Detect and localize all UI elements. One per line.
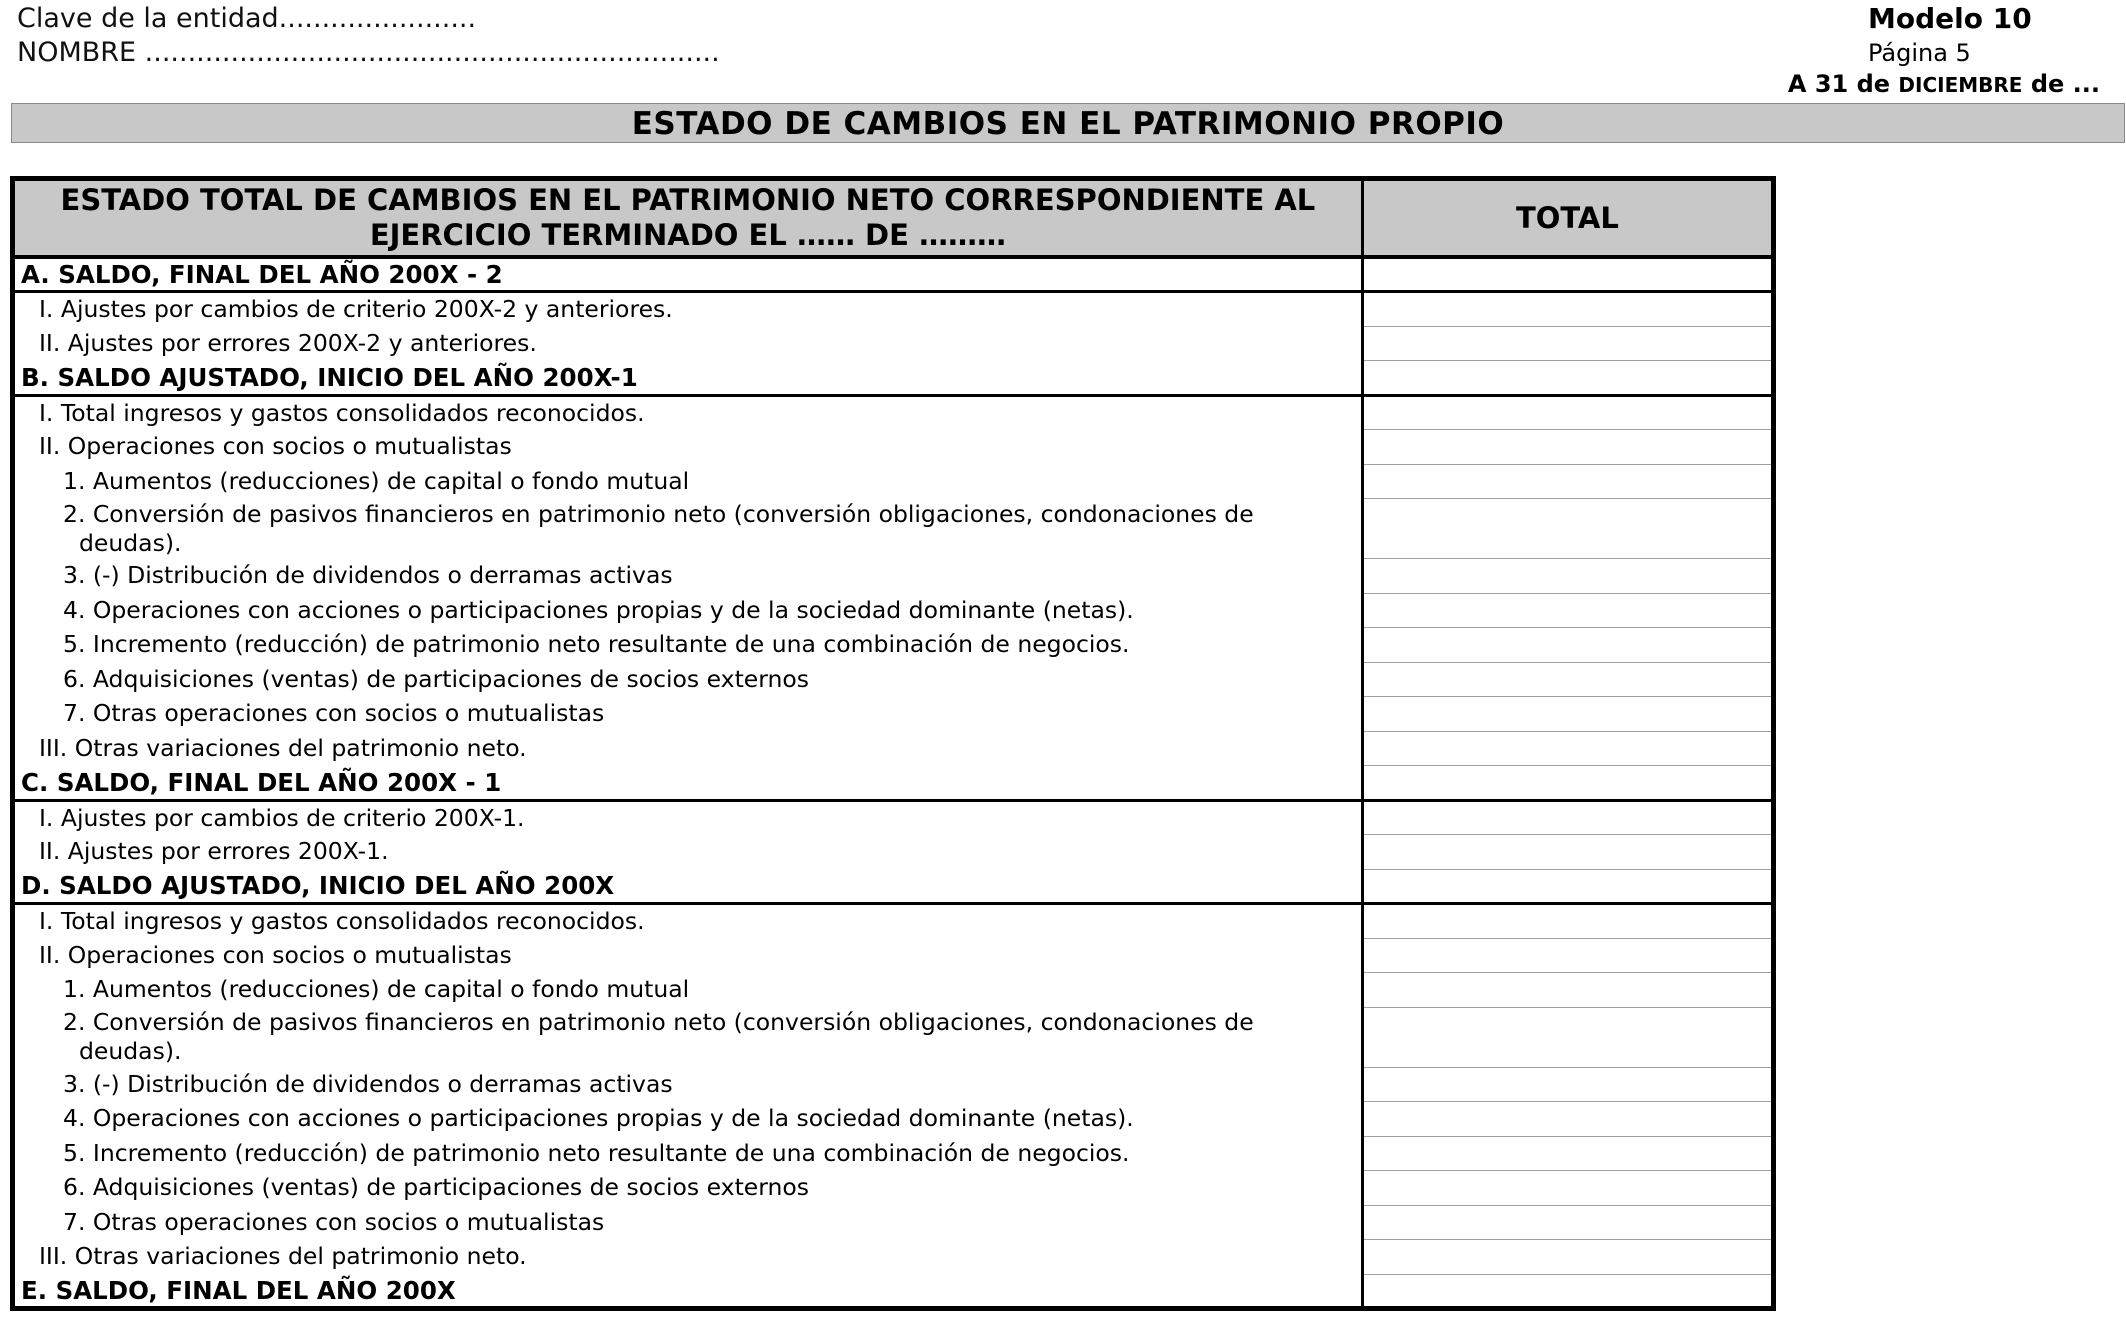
table-row [13, 662, 1774, 697]
date-line [1788, 70, 2100, 98]
table-row [13, 1102, 1774, 1137]
row-label: 6. Adquisiciones (ventas) de participaciones de socios externos [13, 662, 1363, 697]
concept-column-header: ESTADO TOTAL DE CAMBIOS EN EL PATRIMONIO NETO CORRESPONDIENTE AL EJERCICIO TERMINADO EL …… DE ……… [13, 179, 1363, 258]
name-label: NOMBRE ................................................................... [17, 37, 720, 68]
row-label: B. SALDO AJUSTADO, INICIO DEL AÑO 200X-1 [13, 361, 1363, 396]
row-label: 3. (-) Distribución de dividendos o derramas activas [13, 1067, 1363, 1102]
table-row [13, 430, 1774, 465]
total-cell[interactable] [1362, 1240, 1773, 1275]
table-row [13, 904, 1774, 939]
date-prefix: A 31 de [1787, 70, 1891, 98]
row-label: II. Ajustes por errores 200X-2 y anteriores. [13, 326, 1363, 361]
row-label: A. SALDO, FINAL DEL AÑO 200X - 2 [13, 257, 1363, 292]
row-label: 6. Adquisiciones (ventas) de participaciones de socios externos [13, 1171, 1363, 1206]
equity-changes-table [10, 176, 1776, 1311]
total-cell[interactable] [1362, 464, 1773, 499]
row-label: I. Ajustes por cambios de criterio 200X-2 y anteriores. [13, 292, 1363, 327]
table-row [13, 395, 1774, 430]
table-row [13, 1205, 1774, 1240]
total-cell[interactable] [1362, 1007, 1773, 1067]
row-label: III. Otras variaciones del patrimonio neto. [13, 1240, 1363, 1275]
table-row [13, 499, 1774, 559]
total-cell[interactable] [1362, 628, 1773, 663]
row-label [13, 1007, 1363, 1067]
row-label: II. Operaciones con socios o mutualistas [13, 430, 1363, 465]
table-row [13, 593, 1774, 628]
total-cell[interactable] [1362, 499, 1773, 559]
total-cell[interactable] [1362, 1136, 1773, 1171]
row-label: 7. Otras operaciones con socios o mutualistas [13, 1205, 1363, 1240]
table-row [13, 292, 1774, 327]
table-row [13, 1007, 1774, 1067]
total-cell[interactable] [1362, 800, 1773, 835]
row-label: 5. Incremento (reducción) de patrimonio neto resultante de una combinación de negocios. [13, 628, 1363, 663]
total-cell[interactable] [1362, 257, 1773, 292]
total-cell[interactable] [1362, 430, 1773, 465]
entity-key-label: Clave de la entidad....................... [17, 3, 477, 34]
total-cell[interactable] [1362, 731, 1773, 766]
table-row [13, 464, 1774, 499]
table-row [13, 361, 1774, 396]
page-label: Página 5 [1868, 39, 1971, 67]
table-row [13, 938, 1774, 973]
table-row [13, 628, 1774, 663]
table-row [13, 326, 1774, 361]
total-cell[interactable] [1362, 766, 1773, 801]
table-row [13, 697, 1774, 732]
row-label [13, 499, 1363, 559]
page-title: ESTADO DE CAMBIOS EN EL PATRIMONIO PROPIO [11, 103, 2125, 143]
total-cell[interactable] [1362, 938, 1773, 973]
total-cell[interactable] [1362, 973, 1773, 1008]
table-row [13, 869, 1774, 904]
row-label: II. Operaciones con socios o mutualistas [13, 938, 1363, 973]
row-label: D. SALDO AJUSTADO, INICIO DEL AÑO 200X [13, 869, 1363, 904]
total-cell[interactable] [1362, 292, 1773, 327]
header-left [17, 2, 720, 70]
row-label: 3. (-) Distribución de dividendos o derramas activas [13, 559, 1363, 594]
table-header-row [13, 179, 1774, 258]
row-label: III. Otras variaciones del patrimonio neto. [13, 731, 1363, 766]
table-row [13, 1067, 1774, 1102]
total-cell[interactable] [1362, 395, 1773, 430]
table-row [13, 257, 1774, 292]
row-label: I. Total ingresos y gastos consolidados reconocidos. [13, 395, 1363, 430]
row-label: I. Total ingresos y gastos consolidados reconocidos. [13, 904, 1363, 939]
table-row [13, 1274, 1774, 1309]
table-row [13, 800, 1774, 835]
header-right [1868, 2, 2032, 70]
date-month: DICIEMBRE [1898, 73, 2023, 97]
total-cell[interactable] [1362, 1274, 1773, 1309]
table-row [13, 766, 1774, 801]
row-label: E. SALDO, FINAL DEL AÑO 200X [13, 1274, 1363, 1309]
table-row [13, 559, 1774, 594]
table-row [13, 1136, 1774, 1171]
model-label: Modelo 10 [1868, 2, 2032, 35]
row-label: 1. Aumentos (reducciones) de capital o fondo mutual [13, 464, 1363, 499]
total-cell[interactable] [1362, 1067, 1773, 1102]
total-cell[interactable] [1362, 697, 1773, 732]
row-label: II. Ajustes por errores 200X-1. [13, 835, 1363, 870]
total-cell[interactable] [1362, 593, 1773, 628]
row-label: 7. Otras operaciones con socios o mutualistas [13, 697, 1363, 732]
table-row [13, 835, 1774, 870]
row-label: I. Ajustes por cambios de criterio 200X-1. [13, 800, 1363, 835]
total-column-header: TOTAL [1362, 179, 1773, 258]
total-cell[interactable] [1362, 361, 1773, 396]
table-row [13, 1240, 1774, 1275]
total-cell[interactable] [1362, 904, 1773, 939]
row-label: C. SALDO, FINAL DEL AÑO 200X - 1 [13, 766, 1363, 801]
total-cell[interactable] [1362, 1102, 1773, 1137]
row-label: 5. Incremento (reducción) de patrimonio neto resultante de una combinación de negocios. [13, 1136, 1363, 1171]
row-label: 4. Operaciones con acciones o participaciones propias y de la sociedad dominante (netas). [13, 593, 1363, 628]
total-cell[interactable] [1362, 662, 1773, 697]
table-row [13, 1171, 1774, 1206]
total-cell[interactable] [1362, 869, 1773, 904]
total-cell[interactable] [1362, 1171, 1773, 1206]
row-label: 1. Aumentos (reducciones) de capital o fondo mutual [13, 973, 1363, 1008]
total-cell[interactable] [1362, 835, 1773, 870]
row-label-text: 2. Conversión de pasivos financieros en patrimonio neto (conversión obligaciones, condonaciones de deudas). [63, 1008, 1254, 1065]
row-label: 4. Operaciones con acciones o participaciones propias y de la sociedad dominante (netas). [13, 1102, 1363, 1137]
total-cell[interactable] [1362, 326, 1773, 361]
total-cell[interactable] [1362, 1205, 1773, 1240]
date-suffix: de ... [2030, 70, 2100, 98]
total-cell[interactable] [1362, 559, 1773, 594]
table-row [13, 731, 1774, 766]
table-row [13, 973, 1774, 1008]
row-label-text: 2. Conversión de pasivos financieros en patrimonio neto (conversión obligaciones, condonaciones de deudas). [63, 499, 1254, 557]
